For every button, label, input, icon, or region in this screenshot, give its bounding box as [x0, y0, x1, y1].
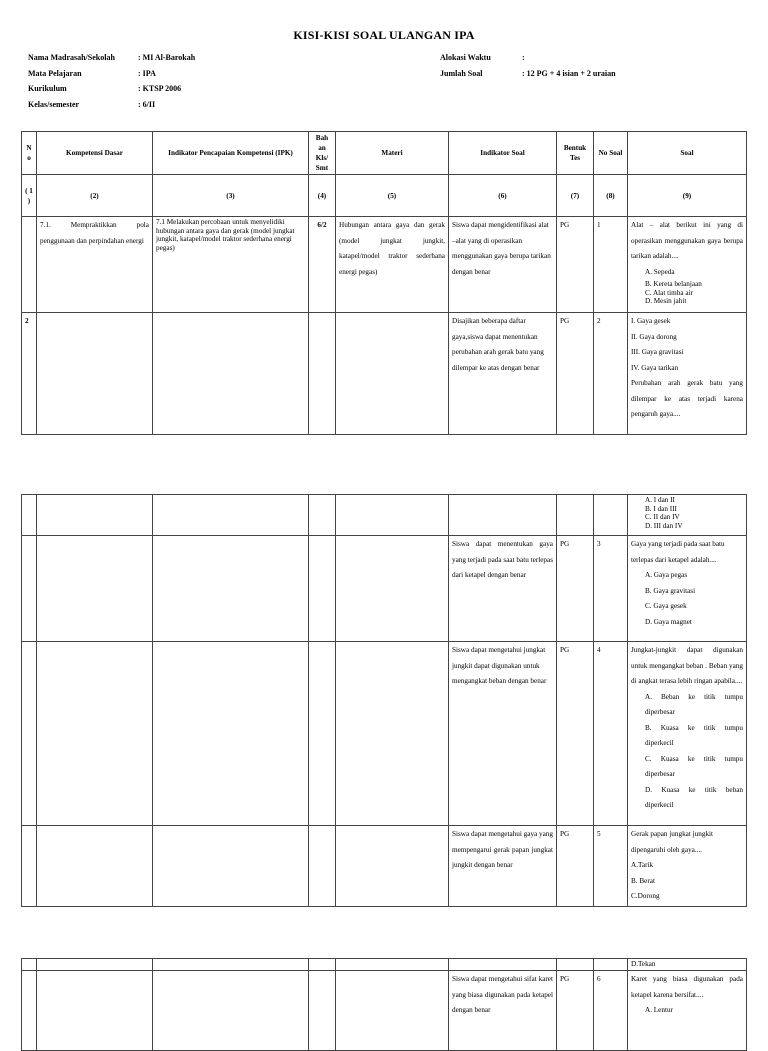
col-number: (9): [628, 175, 747, 217]
indikator-cell: Siswa dapat mengetahui gaya yang mempengarui gerak papan jungkat jungkit dengan benar: [449, 826, 557, 907]
soal-text: Jungkat-jungkit dapat digunakan untuk mengangkat beban . Beban yang di angkat terasa lebih ringan apabila....: [631, 646, 743, 685]
nosoal-cell: 6: [594, 971, 628, 1051]
header-soal: Soal: [628, 132, 747, 175]
meta-label: Kurikulum: [28, 84, 67, 93]
indikator-cell: Disajikan beberapa daftar gaya,siswa dapat menentukan perubahan arah gerak batu yang dilempar ke atas dengan benar: [449, 313, 557, 435]
option: A. Lentur: [645, 1006, 673, 1014]
option: C. II dan IV: [645, 513, 680, 521]
soal-cell: [628, 826, 747, 907]
table-row: [22, 642, 747, 826]
table-header-row: [22, 132, 747, 175]
nosoal-cell: 4: [594, 642, 628, 826]
col-number: (2): [37, 175, 153, 217]
soal-cell: [628, 642, 747, 826]
bentuk-cell: PG: [557, 217, 594, 313]
item: II. Gaya dorong: [631, 332, 677, 341]
option: B. I dan III: [645, 504, 677, 513]
meta-value: : 12 PG + 4 isian + 2 uraian: [522, 68, 616, 78]
option: D. Mesin jahit: [645, 297, 687, 305]
table-row: [22, 971, 747, 1051]
document-title: KISI-KISI SOAL ULANGAN IPA: [293, 28, 475, 42]
header-kd: Kompetensi Dasar: [37, 132, 153, 175]
header-materi: Materi: [336, 132, 449, 175]
indikator-cell: Siswa dapat menentukan gaya yang terjadi pada saat batu terlepas dari ketapel dengan benar: [449, 536, 557, 642]
option: D. Kuasa ke titik beban diperkecil: [645, 785, 743, 809]
soal-cell: [628, 217, 747, 313]
option: C.Dorong: [631, 892, 660, 900]
kisi-table-page3: [21, 958, 747, 1051]
bentuk-cell: PG: [557, 971, 594, 1051]
kd-cell: 7.1. Mempraktikkan pola penggunaan dan perpindahan energi: [37, 217, 153, 313]
bentuk-cell: PG: [557, 826, 594, 907]
col-number: (5): [336, 175, 449, 217]
meta-label: Alokasi Waktu: [440, 53, 491, 62]
option: A. Beban ke titik tumpu diperbesar: [645, 692, 743, 716]
table-row: [22, 536, 747, 642]
soal-cell: [628, 313, 747, 435]
ipk-cell: 7.1 Melakukan percobaan untuk menyelidiki hubungan antara gaya dan gerak (model jungkat jungkit, katapel/model traktor sederhana energi pegas): [153, 217, 309, 313]
col-number: (7): [557, 175, 594, 217]
col-number: ( 1 ): [22, 175, 37, 217]
meta-label: Mata Pelajaran: [28, 68, 82, 78]
soal-text: Alat – alat berikut ini yang di operasikan menggunakan gaya berupa tarikan adalah....: [631, 221, 743, 260]
option: A. I dan II: [645, 496, 675, 504]
meta-value: : MI Al-Barokah: [138, 53, 196, 62]
meta-left: [28, 50, 195, 112]
meta-right: [440, 50, 616, 81]
col-number: (6): [449, 175, 557, 217]
item: IV. Gaya tarikan: [631, 363, 679, 372]
soal-cell: [628, 536, 747, 642]
header-indikator: Indikator Soal: [449, 132, 557, 175]
soal-cell: [628, 495, 747, 536]
option: D. Gaya magnet: [645, 617, 692, 626]
meta-label: Jumlah Soal: [440, 68, 483, 78]
table-row: [22, 959, 747, 971]
kisi-table-page2: [21, 494, 747, 907]
soal-text: Karet yang biasa digunakan pada ketapel karena bersifat....: [631, 975, 743, 999]
option: A. Sepeda: [645, 267, 675, 276]
col-number: (3): [153, 175, 309, 217]
option: D.Tekan: [628, 959, 747, 971]
soal-text: Perubahan arah gerak batu yang dilempar ke atas terjadi karena pengaruh gaya....: [631, 379, 743, 418]
option: B. Berat: [631, 876, 655, 885]
header-nosoal: No Soal: [594, 132, 628, 175]
header-bahan: Bah an Kls/ Smt: [309, 132, 336, 175]
row-number: 2: [22, 313, 37, 435]
meta-label: Kelas/semester: [28, 99, 80, 109]
soal-text: Gaya yang terjadi pada saat batu terlepas dari ketapel adalah....: [631, 540, 725, 564]
nosoal-cell: 5: [594, 826, 628, 907]
option: A. Gaya pegas: [645, 571, 688, 579]
soal-cell: [628, 971, 747, 1051]
nosoal-cell: 1: [594, 217, 628, 313]
col-number: (8): [594, 175, 628, 217]
header-ipk: Indikator Pencapaian Kompetensi (IPK): [153, 132, 309, 175]
bentuk-cell: PG: [557, 642, 594, 826]
bahan-cell: 6/2: [309, 217, 336, 313]
meta-value: : IPA: [138, 68, 156, 78]
table-row: [22, 313, 747, 435]
indikator-cell: Siswa dapat mengetahui sifat karet yang biasa digunakan pada ketapel dengan benar: [449, 971, 557, 1051]
meta-value: : KTSP 2006: [138, 84, 182, 93]
meta-label: Nama Madrasah/Sekolah: [28, 53, 115, 62]
option: B. Gaya gravitasi: [645, 586, 696, 595]
option: B. Kuasa ke titik tumpu diperkecil: [645, 723, 743, 747]
col-number: (4): [309, 175, 336, 217]
indikator-cell: Siswa dapat mengidentifikasi alat –alat yang di operasikan menggunakan gaya berupa tarikan dengan benar: [449, 217, 557, 313]
table-row: [22, 826, 747, 907]
table-row: [22, 217, 747, 313]
option: A.Tarik: [631, 861, 654, 869]
nosoal-cell: 2: [594, 313, 628, 435]
bentuk-cell: PG: [557, 313, 594, 435]
soal-text: Gerak papan jungkat jungkit dipengaruhi oleh gaya....: [631, 830, 714, 854]
item: I. Gaya gesek: [631, 317, 671, 325]
indikator-cell: Siswa dapat mengetahui jungkat jungkit dapat digunakan untuk mengangkat beban dengan benar: [449, 642, 557, 826]
option: B. Kereta belanjaan: [645, 280, 702, 288]
option: C. Gaya gesek: [645, 602, 687, 610]
meta-value: :: [522, 53, 525, 62]
bentuk-cell: PG: [557, 536, 594, 642]
header-no: N o: [22, 132, 37, 175]
option: C. Kuasa ke titik tumpu diperbesar: [645, 754, 743, 778]
kisi-table-page1: [21, 131, 747, 435]
meta-value: : 6/II: [138, 99, 156, 109]
column-number-row: [22, 175, 747, 217]
option: C. Alat timba air: [645, 288, 693, 297]
header-bentuk: Bentuk Tes: [557, 132, 594, 175]
nosoal-cell: 3: [594, 536, 628, 642]
item: III. Gaya gravitasi: [631, 348, 684, 356]
table-row: [22, 495, 747, 536]
option: D. III dan IV: [645, 521, 683, 530]
materi-cell: Hubungan antara gaya dan gerak (model jungkat jungkit, katapel/model traktor sederhana energi pegas): [336, 217, 449, 313]
